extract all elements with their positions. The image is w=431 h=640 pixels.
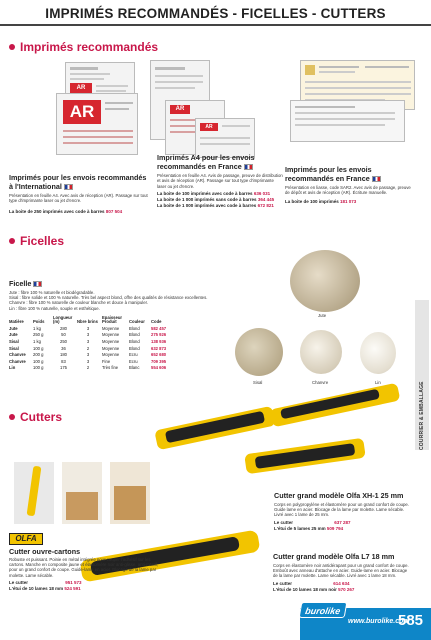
caption-jute: Jute bbox=[318, 313, 327, 318]
product-code: 709 395 bbox=[151, 358, 167, 364]
product-line: Le cutter 614 634 bbox=[273, 580, 350, 586]
table-header: Epaisseur Produit bbox=[102, 314, 123, 325]
table-cell: 250 bbox=[60, 338, 67, 344]
table-cell: Très fine bbox=[102, 365, 119, 371]
table-cell: Blond bbox=[129, 345, 140, 351]
product-france-a4 bbox=[157, 154, 283, 209]
product-international bbox=[9, 174, 149, 215]
table-header: Nbre brins bbox=[77, 319, 98, 325]
caption-sisal: Sisal bbox=[253, 380, 263, 385]
section-ficelles: Ficelles bbox=[9, 234, 64, 248]
caption-chanvre: Chanvre bbox=[312, 380, 329, 385]
cutter-usage-image-2 bbox=[62, 462, 102, 524]
ar-badge: AR bbox=[63, 100, 101, 124]
product-title: Imprimés A4 pour les envois recommandés en France bbox=[157, 153, 255, 171]
product-desc: Corps en élastomère noir antidérapant pour un grand confort de coupe. Emboût avec anneau d'attache en acier. Guide-lame en acier. Blocage de la lame par molette. Lame sécable. Livré avec 1 lame 18 mm. bbox=[273, 562, 409, 579]
table-cell: 100 g bbox=[33, 365, 44, 371]
table-cell: 200 g bbox=[33, 352, 44, 358]
product-title: Imprimés pour les envois recommandés en France bbox=[285, 166, 411, 183]
table-cell: Blond bbox=[129, 338, 140, 344]
table-row bbox=[9, 345, 175, 352]
table-cell: Fine bbox=[102, 358, 111, 364]
ficelle-block bbox=[9, 280, 279, 311]
product-line: L'étui de 5 lames 25 mm 509 794 bbox=[274, 525, 344, 531]
product-cutter-xh1 bbox=[274, 492, 414, 532]
product-title: Cutter grand modèle Olfa L7 18 mm bbox=[273, 552, 395, 561]
product-cutter-ouvre-cartons bbox=[9, 548, 159, 592]
bullet-icon bbox=[9, 414, 15, 420]
sisal-twine-image bbox=[235, 328, 283, 376]
ar-badge: AR bbox=[170, 105, 190, 114]
france-liasse-form-front bbox=[290, 100, 405, 142]
product-code: 582 457 bbox=[151, 325, 167, 331]
product-line: La boite de 1 000 imprimés avec code à barres 672 821 bbox=[157, 203, 274, 209]
product-desc: Robuste et puissant. Poinie en métal intégrée pour couper l'adhésif sur les cartons. Manche en composite jaune et élastomère noir anti-glisse, anti-rotatif, pour un grand confort de coupe. Guide-lame en acier. Blocage de la lame par molette. Lame sécable. bbox=[9, 556, 159, 578]
bullet-icon bbox=[9, 44, 15, 50]
table-cell: 36 bbox=[61, 345, 66, 351]
cutter-usage-image-3 bbox=[110, 462, 150, 524]
france-flag-icon bbox=[244, 164, 253, 170]
table-cell: 50 bbox=[61, 332, 66, 338]
table-cell: Moyenne bbox=[102, 345, 120, 351]
table-cell: Moyenne bbox=[102, 352, 120, 358]
product-code: 138 936 bbox=[151, 338, 167, 344]
product-line: Le cutter 951 573 bbox=[9, 580, 82, 586]
cutter-xh1-image bbox=[150, 388, 410, 480]
table-header-row bbox=[9, 314, 175, 325]
table-cell: 3 bbox=[86, 338, 90, 344]
product-france-liasse bbox=[285, 166, 411, 205]
table-header: Poids bbox=[33, 319, 45, 325]
table-cell: 3 bbox=[86, 325, 90, 331]
table-cell: Blanc bbox=[129, 365, 140, 371]
product-desc: Corps en polypropylène et élastomère pour un grand confort de coupe. Guide lame en acier. Blocage de la lame par molette. Lame sécable. Livré avec 1 lame de 25 mm. bbox=[274, 501, 409, 518]
olfa-logo: OLFA bbox=[9, 533, 43, 545]
product-title: Cutter ouvre-cartons bbox=[9, 547, 81, 556]
chanvre-twine-image bbox=[300, 330, 342, 374]
table-header: Matière bbox=[9, 319, 24, 325]
table-cell: 180 bbox=[60, 352, 67, 358]
cutter-usage-image-1 bbox=[14, 462, 54, 524]
category-sidebar-tab: COURRIER & EMBALLAGE bbox=[415, 300, 429, 450]
ar-badge: AR bbox=[70, 83, 92, 93]
page-number: 585 bbox=[398, 612, 424, 629]
product-code: 652 680 bbox=[151, 352, 167, 358]
table-cell: 280 bbox=[60, 325, 67, 331]
product-line: La boite de 100 imprimés avec code à barres 636 031 bbox=[157, 191, 271, 197]
table-row bbox=[9, 351, 175, 358]
table-row bbox=[9, 338, 175, 345]
table-cell: 2 bbox=[86, 345, 90, 351]
table-cell: Chanvre bbox=[9, 358, 26, 364]
table-cell: Blond bbox=[129, 325, 140, 331]
table-cell: 100 g bbox=[33, 345, 44, 351]
page-title: IMPRIMÉS RECOMMANDÉS - FICELLES - CUTTERS bbox=[45, 6, 386, 21]
france-a4-form-back bbox=[195, 118, 255, 158]
product-code: 632 873 bbox=[151, 345, 167, 351]
product-title: Imprimés pour les envois recommandés à l'International bbox=[9, 173, 147, 191]
table-header: Longueur (m) bbox=[53, 314, 73, 325]
table-cell: 3 bbox=[86, 358, 90, 364]
title-rule bbox=[0, 24, 431, 26]
ar-badge: AR bbox=[200, 123, 218, 131]
france-flag-icon bbox=[33, 281, 42, 287]
section-imprimes: Imprimés recommandés bbox=[9, 40, 158, 54]
table-cell: Ecru bbox=[129, 352, 138, 358]
table-cell: Jute bbox=[9, 325, 18, 331]
table-cell: Blond bbox=[129, 332, 140, 338]
france-flag-icon bbox=[372, 176, 381, 182]
table-cell: 175 bbox=[60, 365, 67, 371]
table-header: Code bbox=[151, 319, 162, 325]
ficelle-desc: Jute : fibre 100 % naturelle et biodégradable. Sisal : fibre solide et 100 % naturelle. Très bel aspect blond, offre des qualités de résistance excellentes. Chanvre : fibre 100 % naturelle de couleur blanche et douce à manipuler. Lin : fibre 100 % naturelle, souple et esthétique. bbox=[9, 289, 208, 311]
table-row bbox=[9, 332, 175, 339]
table-cell: Chanvre bbox=[9, 352, 26, 358]
product-desc: Présentation en liasse, code SAR2. Avec avis de passage, preuve de dépôt et avis de réception (AR). Écriture manuelle. bbox=[285, 185, 411, 196]
section-cutters: Cutters bbox=[9, 410, 62, 424]
product-code: 275 926 bbox=[151, 332, 167, 338]
table-row bbox=[9, 365, 175, 372]
france-flag-icon bbox=[64, 184, 73, 190]
product-line: Le cutter 637 287 bbox=[274, 519, 351, 525]
ficelle-table bbox=[9, 314, 175, 371]
table-cell: Moyenne bbox=[102, 325, 120, 331]
table-cell: 1 kg bbox=[33, 338, 41, 344]
jute-twine-image bbox=[290, 250, 360, 312]
product-title: Cutter grand modèle Olfa XH-1 25 mm bbox=[274, 491, 404, 500]
burolike-logo: burolike bbox=[299, 602, 348, 618]
caption-lin: Lin bbox=[375, 380, 381, 385]
ficelle-title: Ficelle bbox=[9, 280, 279, 289]
table-cell: Sisal bbox=[9, 345, 19, 351]
table-header: Couleur bbox=[129, 319, 145, 325]
product-line: La boite de 100 imprimés 181 073 bbox=[285, 198, 357, 204]
table-cell: Moyenne bbox=[102, 332, 120, 338]
footer-url[interactable]: www.burolike.com bbox=[348, 618, 410, 625]
bullet-icon bbox=[9, 238, 15, 244]
table-row bbox=[9, 325, 175, 332]
product-line: La boite de 250 imprimés avec code à barres 807 504 bbox=[9, 208, 123, 214]
table-cell: 1 kg bbox=[33, 325, 41, 331]
product-code: 554 606 bbox=[151, 365, 167, 371]
table-cell: 3 bbox=[86, 352, 90, 358]
table-cell: 3 bbox=[86, 332, 90, 338]
product-desc: Présentation en feuille A4. Avec avis de réception (AR). Passage sur tout type d'imprimante laser ou jet d'encre. bbox=[9, 193, 148, 204]
lin-twine-image bbox=[360, 332, 396, 374]
product-line: L'étui de 10 lames 18 mm 524 591 bbox=[9, 586, 81, 592]
table-cell: Lin bbox=[9, 365, 16, 371]
product-line: La boite de 1 000 imprimés sans code à barres 364 445 bbox=[157, 197, 275, 203]
table-cell: Sisal bbox=[9, 338, 19, 344]
table-cell: Moyenne bbox=[102, 338, 120, 344]
table-cell: Jute bbox=[9, 332, 18, 338]
table-cell: 100 g bbox=[33, 358, 44, 364]
table-cell: Ecru bbox=[129, 358, 138, 364]
international-form-front bbox=[56, 93, 138, 155]
product-line: L'étui de 10 lames 18 mm noir 570 267 bbox=[273, 586, 355, 592]
table-cell: 250 g bbox=[33, 332, 44, 338]
product-cutter-l7 bbox=[273, 553, 413, 593]
table-row bbox=[9, 358, 175, 365]
product-desc: Présentation en feuille A4. Avis de passage, preuve de distribution et avis de réception (AR). Passage sur tout type d'imprimante laser ou jet d'encre. bbox=[157, 173, 283, 189]
table-cell: 2 bbox=[86, 365, 90, 371]
table-cell: 83 bbox=[61, 358, 66, 364]
